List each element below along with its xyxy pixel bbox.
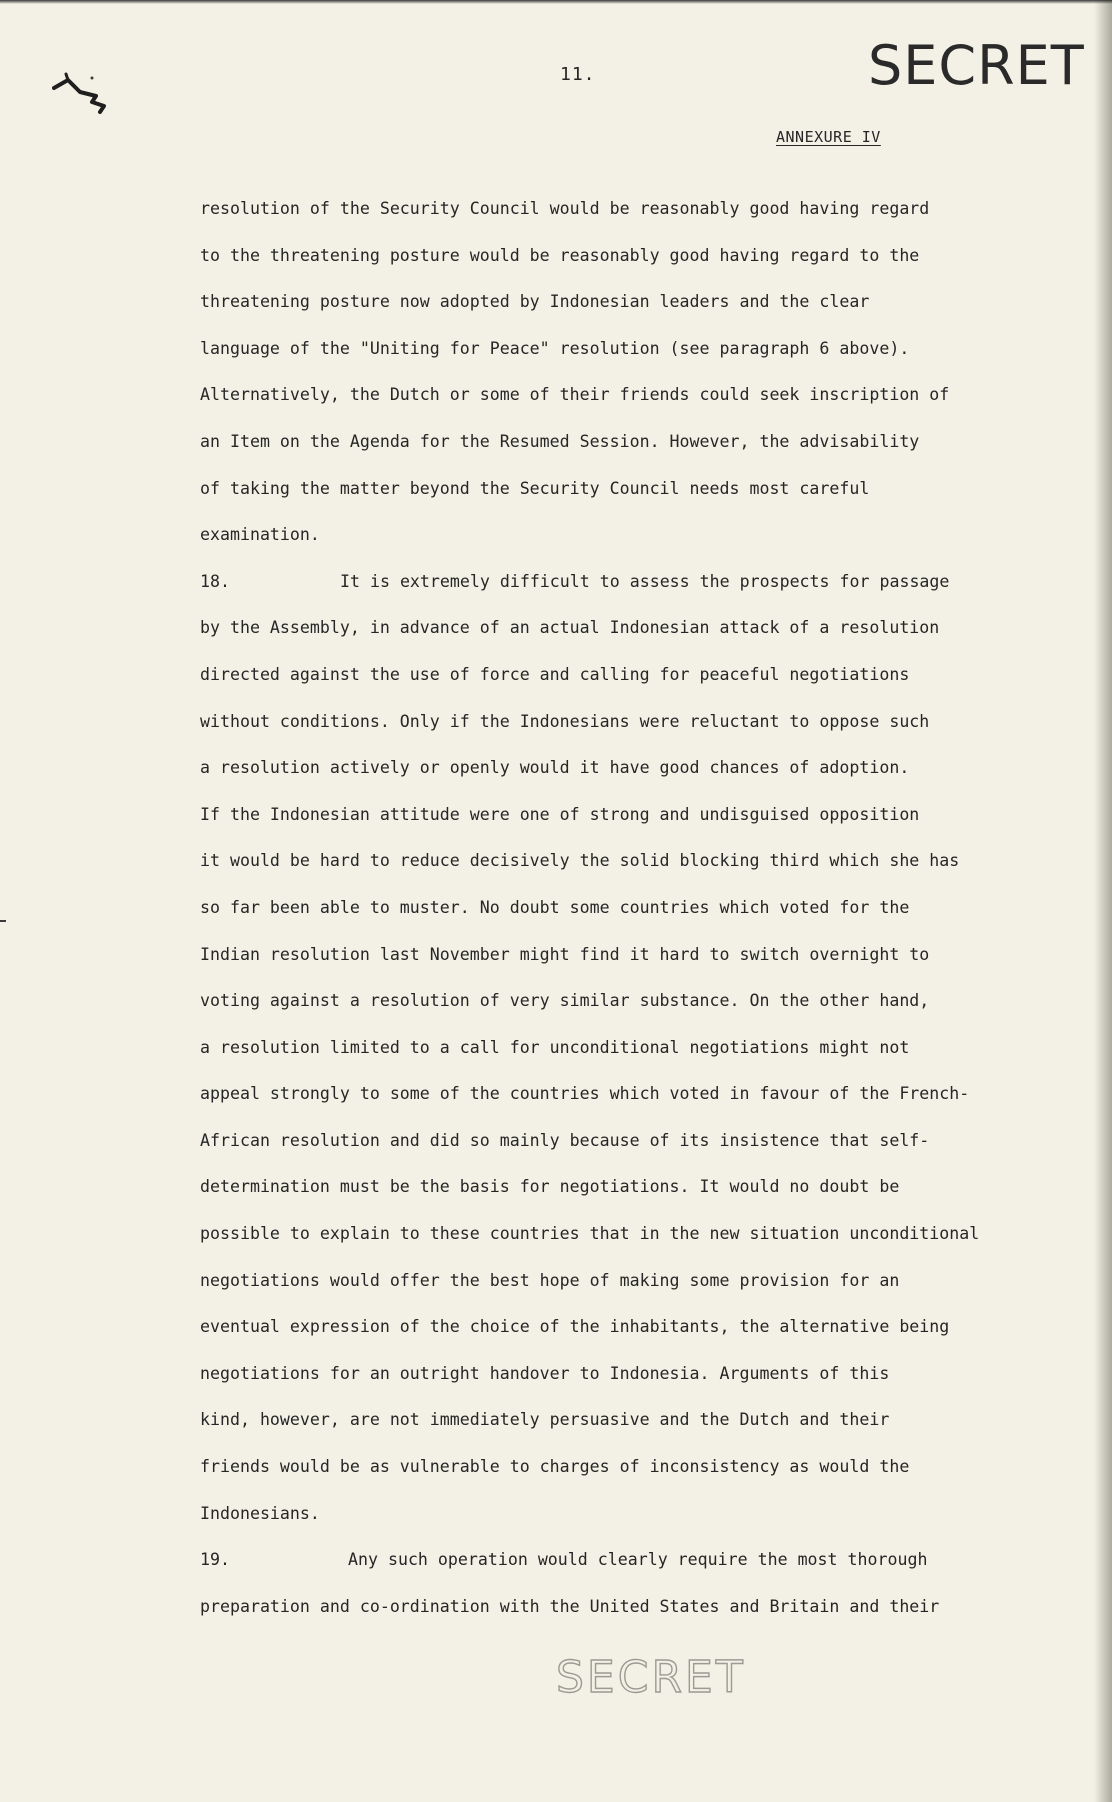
paragraph-number: 19. <box>200 1550 230 1570</box>
body-line: Indonesians. <box>200 1503 320 1523</box>
body-line: directed against the use of force and calling for peaceful negotiations <box>200 664 910 684</box>
scan-right-edge <box>1094 0 1112 1802</box>
body-line: negotiations for an outright handover to Indonesia. Arguments of this <box>200 1363 890 1383</box>
body-line: eventual expression of the choice of the inhabitants, the alternative being <box>200 1317 950 1337</box>
body-line: African resolution and did so mainly because of its insistence that self- <box>200 1130 930 1150</box>
handwritten-mark <box>52 72 124 116</box>
classification-stamp-top: SECRET <box>868 34 1085 97</box>
body-line: appeal strongly to some of the countries which voted in favour of the French- <box>200 1084 970 1104</box>
body-line: friends would be as vulnerable to charges of inconsistency as would the <box>200 1457 910 1477</box>
body-line: of taking the matter beyond the Security Council needs most careful <box>200 478 870 498</box>
body-line: by the Assembly, in advance of an actual Indonesian attack of a resolution <box>200 618 940 638</box>
annex-label: ANNEXURE IV <box>776 128 881 146</box>
body-line: without conditions. Only if the Indonesians were reluctant to oppose such <box>200 711 930 731</box>
body-line: If the Indonesian attitude were one of strong and undisguised opposition <box>200 804 920 824</box>
page-number: 11. <box>560 64 596 85</box>
body-line: it would be hard to reduce decisively the solid blocking third which she has <box>200 851 960 871</box>
classification-stamp-bottom: SECRET <box>556 1652 746 1703</box>
body-line: threatening posture now adopted by Indonesian leaders and the clear <box>200 292 870 312</box>
body-line: Indian resolution last November might find it hard to switch overnight to <box>200 944 930 964</box>
body-text <box>200 186 1080 1630</box>
body-line: preparation and co-ordination with the United States and Britain and their <box>200 1596 940 1616</box>
scan-left-tick <box>0 920 6 922</box>
paragraph-text: Any such operation would clearly require the most thorough <box>348 1550 928 1570</box>
body-line: negotiations would offer the best hope of making some provision for an <box>200 1270 900 1290</box>
paragraph-19-first-line <box>200 1537 1080 1584</box>
paragraph-text: It is extremely difficult to assess the prospects for passage <box>340 571 950 591</box>
body-line: resolution of the Security Council would be reasonably good having regard <box>200 199 930 218</box>
paragraph-number: 18. <box>200 571 230 591</box>
body-line: an Item on the Agenda for the Resumed Session. However, the advisability <box>200 431 920 451</box>
body-line: kind, however, are not immediately persuasive and the Dutch and their <box>200 1410 890 1430</box>
body-line: language of the "Uniting for Peace" resolution (see paragraph 6 above). <box>200 338 910 358</box>
body-line: voting against a resolution of very similar substance. On the other hand, <box>200 991 930 1011</box>
body-line: examination. <box>200 525 320 545</box>
body-line: possible to explain to these countries that in the new situation unconditional <box>200 1224 980 1244</box>
body-line: determination must be the basis for negotiations. It would no doubt be <box>200 1177 900 1197</box>
body-line: a resolution actively or openly would it have good chances of adoption. <box>200 758 910 778</box>
body-line: Alternatively, the Dutch or some of their friends could seek inscription of <box>200 385 950 405</box>
body-line: to the threatening posture would be reasonably good having regard to the <box>200 245 920 265</box>
scan-top-edge <box>0 0 1112 4</box>
paragraph-18-first-line <box>200 559 1080 606</box>
body-line: so far been able to muster. No doubt some countries which voted for the <box>200 897 910 917</box>
body-line: a resolution limited to a call for unconditional negotiations might not <box>200 1037 910 1057</box>
